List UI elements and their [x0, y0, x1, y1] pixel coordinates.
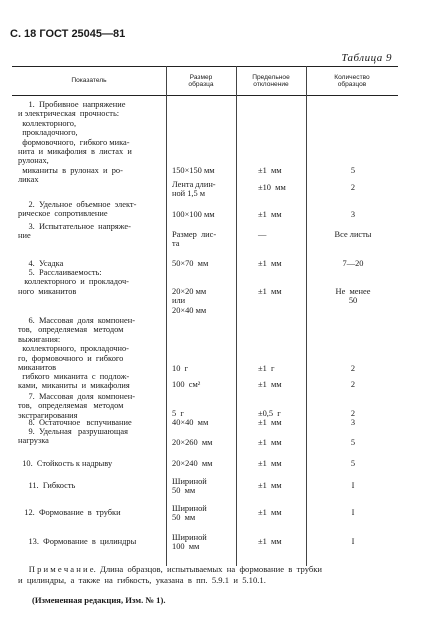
column-header-tolerance: Предельное отклонение — [252, 73, 290, 88]
table-cell-c4: 5 — [350, 438, 356, 447]
table-cell-c1: миканиты в рулонах и ро- ликах — [18, 166, 123, 185]
table-cell-c1: 4. Усадка — [18, 259, 64, 268]
table-cell-c3: ±1 мм — [258, 287, 282, 296]
table-cell-c4: 5 — [350, 459, 356, 468]
column-header-indicator: Показатель — [71, 77, 107, 85]
table-cell-c1: 12. Формование в трубки — [18, 508, 121, 517]
table-cell-c4: 2 — [350, 380, 356, 389]
table-cell-c2: 50×70 мм — [172, 259, 209, 268]
table-cell-c4: 2 — [350, 409, 356, 418]
table-cell-c1: 9. Удельная разрушающая нагрузка — [18, 427, 128, 446]
table-cell-c1: 11. Гибкость — [18, 481, 76, 490]
table-cell-c2: Размер лис- та — [172, 230, 217, 249]
table-cell-c3: ±1 мм — [258, 418, 282, 427]
table-cell-c1: 6. Массовая доля компонен- тов, определяемая методом выжигания: коллекторного, прокладочно- го, формовочного и гибкого миканитов — [18, 316, 135, 373]
table-cell-c3: ±0,5 г — [258, 409, 281, 418]
column-divider — [306, 66, 307, 566]
table-cell-c4: I — [351, 537, 355, 546]
table-cell-c2: 20×20 мм или 20×40 мм — [172, 287, 207, 315]
table-cell-c2: 100×100 мм — [172, 210, 215, 219]
table-cell-c4: Не менее 50 — [335, 287, 371, 306]
table-cell-c3: ±1 мм — [258, 438, 282, 447]
table-cell-c2: Шириной 100 мм — [172, 533, 207, 552]
table-cell-c2: Лента длин- ной 1,5 м — [172, 180, 216, 199]
table-cell-c3: ±1 мм — [258, 380, 282, 389]
table-cell-c3: ±1 мм — [258, 481, 282, 490]
table-cell-c1: 3. Испытательное напряже- ние — [18, 222, 131, 241]
column-header-sample-size: Размер образца — [188, 73, 214, 88]
table-cell-c2: Шириной 50 мм — [172, 504, 207, 523]
table-cell-c1: 10. Стойкость к надрыву — [18, 459, 113, 468]
table-cell-c4: 3 — [350, 210, 356, 219]
table-cell-c4: I — [351, 508, 355, 517]
table-cell-c2: 5 г — [172, 409, 184, 418]
table-cell-c3: ±1 г — [258, 364, 275, 373]
table-cell-c4: 2 — [350, 183, 356, 192]
table-cell-c4: I — [351, 481, 355, 490]
table-cell-c3: ±1 мм — [258, 508, 282, 517]
table-header — [12, 66, 398, 96]
table-cell-c3: ±1 мм — [258, 166, 282, 175]
table-cell-c2: 10 г — [172, 364, 188, 373]
table-cell-c3: ±10 мм — [258, 183, 286, 192]
table-cell-c2: 150×150 мм — [172, 166, 215, 175]
column-header-sample-count: Количество образцов — [334, 73, 370, 88]
table-cell-c4: 3 — [350, 418, 356, 427]
table-cell-c3: ±1 мм — [258, 537, 282, 546]
table-cell-c1: 13. Формование в цилиндры — [18, 537, 137, 546]
table-cell-c3: ±1 мм — [258, 210, 282, 219]
table-label: Таблица 9 — [341, 52, 392, 64]
table-cell-c4: 7—20 — [342, 259, 364, 268]
table-cell-c1: гибкого миканита с подлож- ками, миканиты и микафолия — [18, 372, 130, 391]
table-cell-c2: 40×40 мм — [172, 418, 209, 427]
table-cell-c2: Шириной 50 мм — [172, 477, 207, 496]
table-note: П р и м е ч а н и е. Длина образцов, испытываемых на формование в трубки и цилиндры, а также на гибкость, указана в пп. 5.9.1 и 5.10.1. — [18, 564, 323, 585]
table-cell-c2: 100 см² — [172, 380, 201, 389]
table-cell-c2: 20×240 мм — [172, 459, 213, 468]
table-cell-c4: Все листы — [334, 230, 372, 239]
table-cell-c1: 5. Расслаиваемость: коллекторного и прокладоч- ного миканитов — [18, 268, 129, 296]
table-cell-c4: 2 — [350, 364, 356, 373]
table-cell-c4: 5 — [350, 166, 356, 175]
edition-note: (Измененная редакция, Изм. № 1). — [32, 595, 166, 605]
table-cell-c1: 7. Массовая доля компонен- тов, определяемая методом экстрагирования — [18, 392, 135, 420]
table-cell-c1: 1. Пробивное напряжение и электрическая прочность: коллекторного, прокладочного, формовочного, гибкого мика- нита и микафолия в листах и рулонах, — [18, 100, 132, 166]
table-cell-c3: — — [258, 230, 267, 239]
table-cell-c3: ±1 мм — [258, 259, 282, 268]
table-cell-c1: 8. Остаточное вспучивание — [18, 418, 132, 427]
table-cell-c2: 20×260 мм — [172, 438, 213, 447]
table-cell-c1: 2. Удельное объемное элект- рическое сопротивление — [18, 200, 137, 219]
table-cell-c3: ±1 мм — [258, 459, 282, 468]
page-header: С. 18 ГОСТ 25045—81 — [10, 28, 126, 40]
